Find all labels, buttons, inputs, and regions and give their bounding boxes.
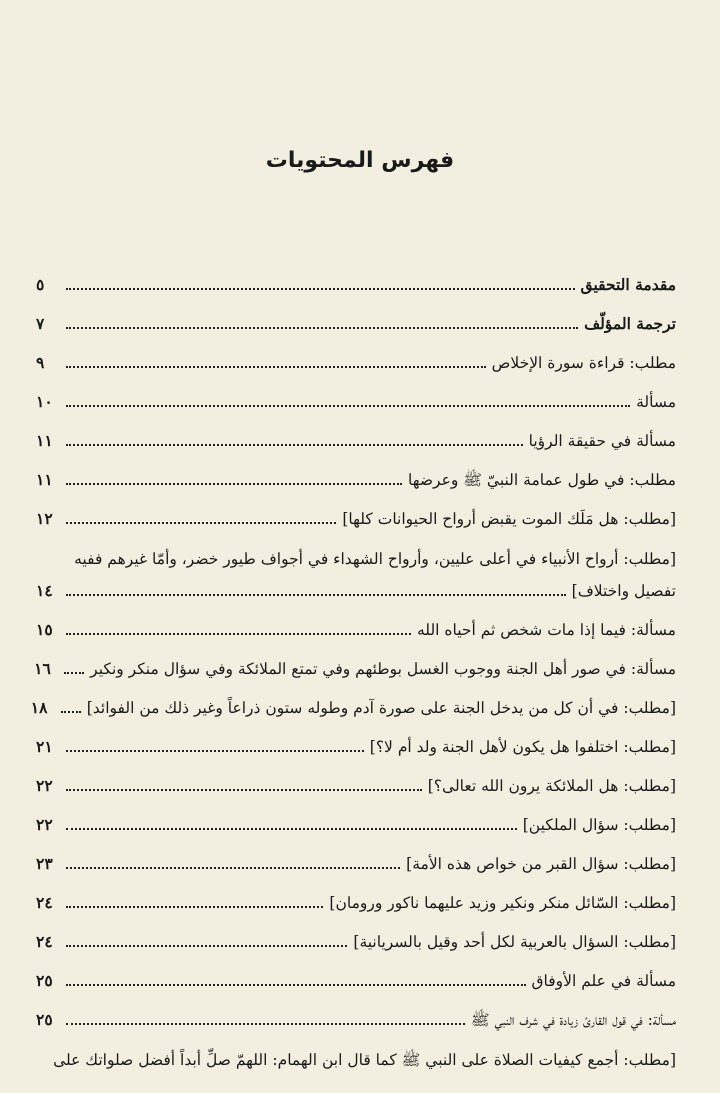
- toc-entry: [36, 796, 676, 835]
- table-of-contents: [30, 256, 676, 1070]
- toc-entry: [36, 490, 676, 529]
- leader-dots: [66, 483, 402, 485]
- toc-entry-title: مسألة: في صور أهل الجنة ووجوب الغسل بوطئهم وفي تمتع الملائكة وفي سؤال منكر ونكير: [90, 660, 676, 678]
- toc-entry: [36, 601, 676, 640]
- toc-entry-title: تفصيل واختلاف]: [571, 582, 676, 600]
- toc-entry: [36, 334, 676, 373]
- toc-entry: [36, 529, 676, 601]
- toc-entry-page: ٢٣: [36, 854, 53, 873]
- toc-entry-page: ١١: [36, 470, 53, 489]
- toc-entry-page: ١١: [36, 431, 53, 450]
- toc-entry: [36, 874, 676, 913]
- toc-entry-title-line1: [مطلب: أرواح الأنبياء في أعلى عليين، وأرواح الشهداء في أجواف طيور خضر، وأمّا غيرهم ففيه: [74, 550, 676, 568]
- toc-entry-page: ١٦: [34, 659, 51, 678]
- toc-entry-title: [مطلب: في أن كل من يدخل الجنة على صورة آدم وطوله ستون ذراعاً وغير ذلك من الفوائد]: [86, 699, 676, 717]
- toc-entry: [36, 295, 676, 334]
- toc-entry-title: [مطلب: اختلفوا هل يكون لأهل الجنة ولد أم لا؟]: [369, 738, 676, 756]
- leader-dots: [66, 984, 526, 986]
- toc-entry: [36, 952, 676, 991]
- leader-dots: [66, 288, 575, 290]
- toc-entry-title: [مطلب: أجمع كيفيات الصلاة على النبي ﷺ كما قال ابن الهمام: اللهمّ صلِّ أبداً أفضل صلواتك على: [53, 1051, 676, 1069]
- toc-entry-page: ٧: [36, 314, 45, 333]
- leader-dots: [66, 750, 364, 752]
- toc-entry: [36, 451, 676, 490]
- toc-entry-title: [مطلب: هل مَلَك الموت يقبض أرواح الحيوانات كلها]: [342, 510, 676, 528]
- toc-entry-title: مطلب: قراءة سورة الإخلاص: [491, 354, 676, 372]
- leader-dots: [66, 594, 566, 596]
- leader-dots: [66, 327, 578, 329]
- leader-dots: [66, 444, 523, 446]
- toc-entry-page: ١٨: [30, 698, 48, 717]
- leader-dots: [64, 672, 84, 674]
- toc-entry: [36, 757, 676, 796]
- toc-entry: [30, 679, 676, 718]
- leader-dots: [66, 522, 336, 524]
- toc-entry-title: [مطلب: سؤال القبر من خواص هذه الأمة]: [406, 855, 676, 873]
- leader-dots: [61, 711, 81, 713]
- toc-entry: [36, 256, 676, 295]
- toc-entry-page: ٩: [36, 353, 45, 372]
- toc-entry-title: [مطلب: السّائل منكر ونكير وزيد عليهما ناكور ورومان]: [329, 894, 676, 912]
- toc-entry-page: ٢٢: [36, 776, 53, 795]
- toc-entry-page: ٢٥: [36, 971, 53, 990]
- toc-entry-title: مسألة: فيما إذا مات شخص ثم أحياه الله: [417, 621, 676, 639]
- toc-entry-title: [مطلب: سؤال الملكين]: [522, 816, 676, 834]
- toc-entry: [36, 835, 676, 874]
- leader-dots: [66, 867, 400, 869]
- toc-entry: [36, 1030, 676, 1070]
- leader-dots: [66, 633, 411, 635]
- toc-entry-title: مسألة في علم الأوفاق: [531, 972, 676, 990]
- leader-dots: [66, 906, 323, 908]
- toc-entry: [36, 718, 676, 757]
- toc-entry-title: [مطلب: هل الملائكة يرون الله تعالى؟]: [427, 777, 676, 795]
- page-title: فهرس المحتويات: [265, 148, 455, 173]
- toc-entry-page: ١٤: [36, 581, 53, 600]
- toc-entry-title: ترجمة المؤلّف: [584, 314, 676, 333]
- toc-entry-page: ٢١: [36, 737, 53, 756]
- toc-entry: [36, 640, 676, 679]
- toc-entry-page: ٥: [36, 275, 45, 294]
- toc-entry-page: ١٥: [36, 620, 53, 639]
- toc-entry-page: ٢٢: [36, 815, 53, 834]
- toc-entry-title: [مطلب: السؤال بالعربية لكل أحد وقيل بالسريانية]: [353, 933, 676, 951]
- toc-entry-title: مقدمة التحقيق: [580, 275, 676, 294]
- leader-dots: [66, 789, 422, 791]
- leader-dots: [66, 945, 347, 947]
- toc-entry: [36, 373, 676, 412]
- leader-dots: [66, 1023, 465, 1025]
- toc-entry-title-line2-wrap: [36, 581, 676, 601]
- toc-entry: [36, 991, 676, 1030]
- toc-entry: [36, 913, 676, 952]
- leader-dots: [66, 828, 517, 830]
- toc-entry-title: مسألة: في قول القارئ زيادة في شرف النبي ﷺ: [470, 1011, 676, 1029]
- toc-entry-title: مسألة في حقيقة الرؤيا: [528, 432, 676, 450]
- leader-dots: [66, 405, 630, 407]
- leader-dots: [66, 366, 486, 368]
- toc-entry-page: ١٢: [36, 509, 53, 528]
- toc-entry-title: مطلب: في طول عمامة النبيّ ﷺ وعرضها: [408, 471, 676, 489]
- toc-entry-title: مسألة: [636, 393, 676, 411]
- toc-entry: [36, 412, 676, 451]
- toc-entry-page: ٢٤: [36, 893, 53, 912]
- toc-entry-page: ١٠: [36, 392, 53, 411]
- toc-entry-page: ٢٤: [36, 932, 53, 951]
- toc-entry-page: ٢٥: [36, 1010, 53, 1029]
